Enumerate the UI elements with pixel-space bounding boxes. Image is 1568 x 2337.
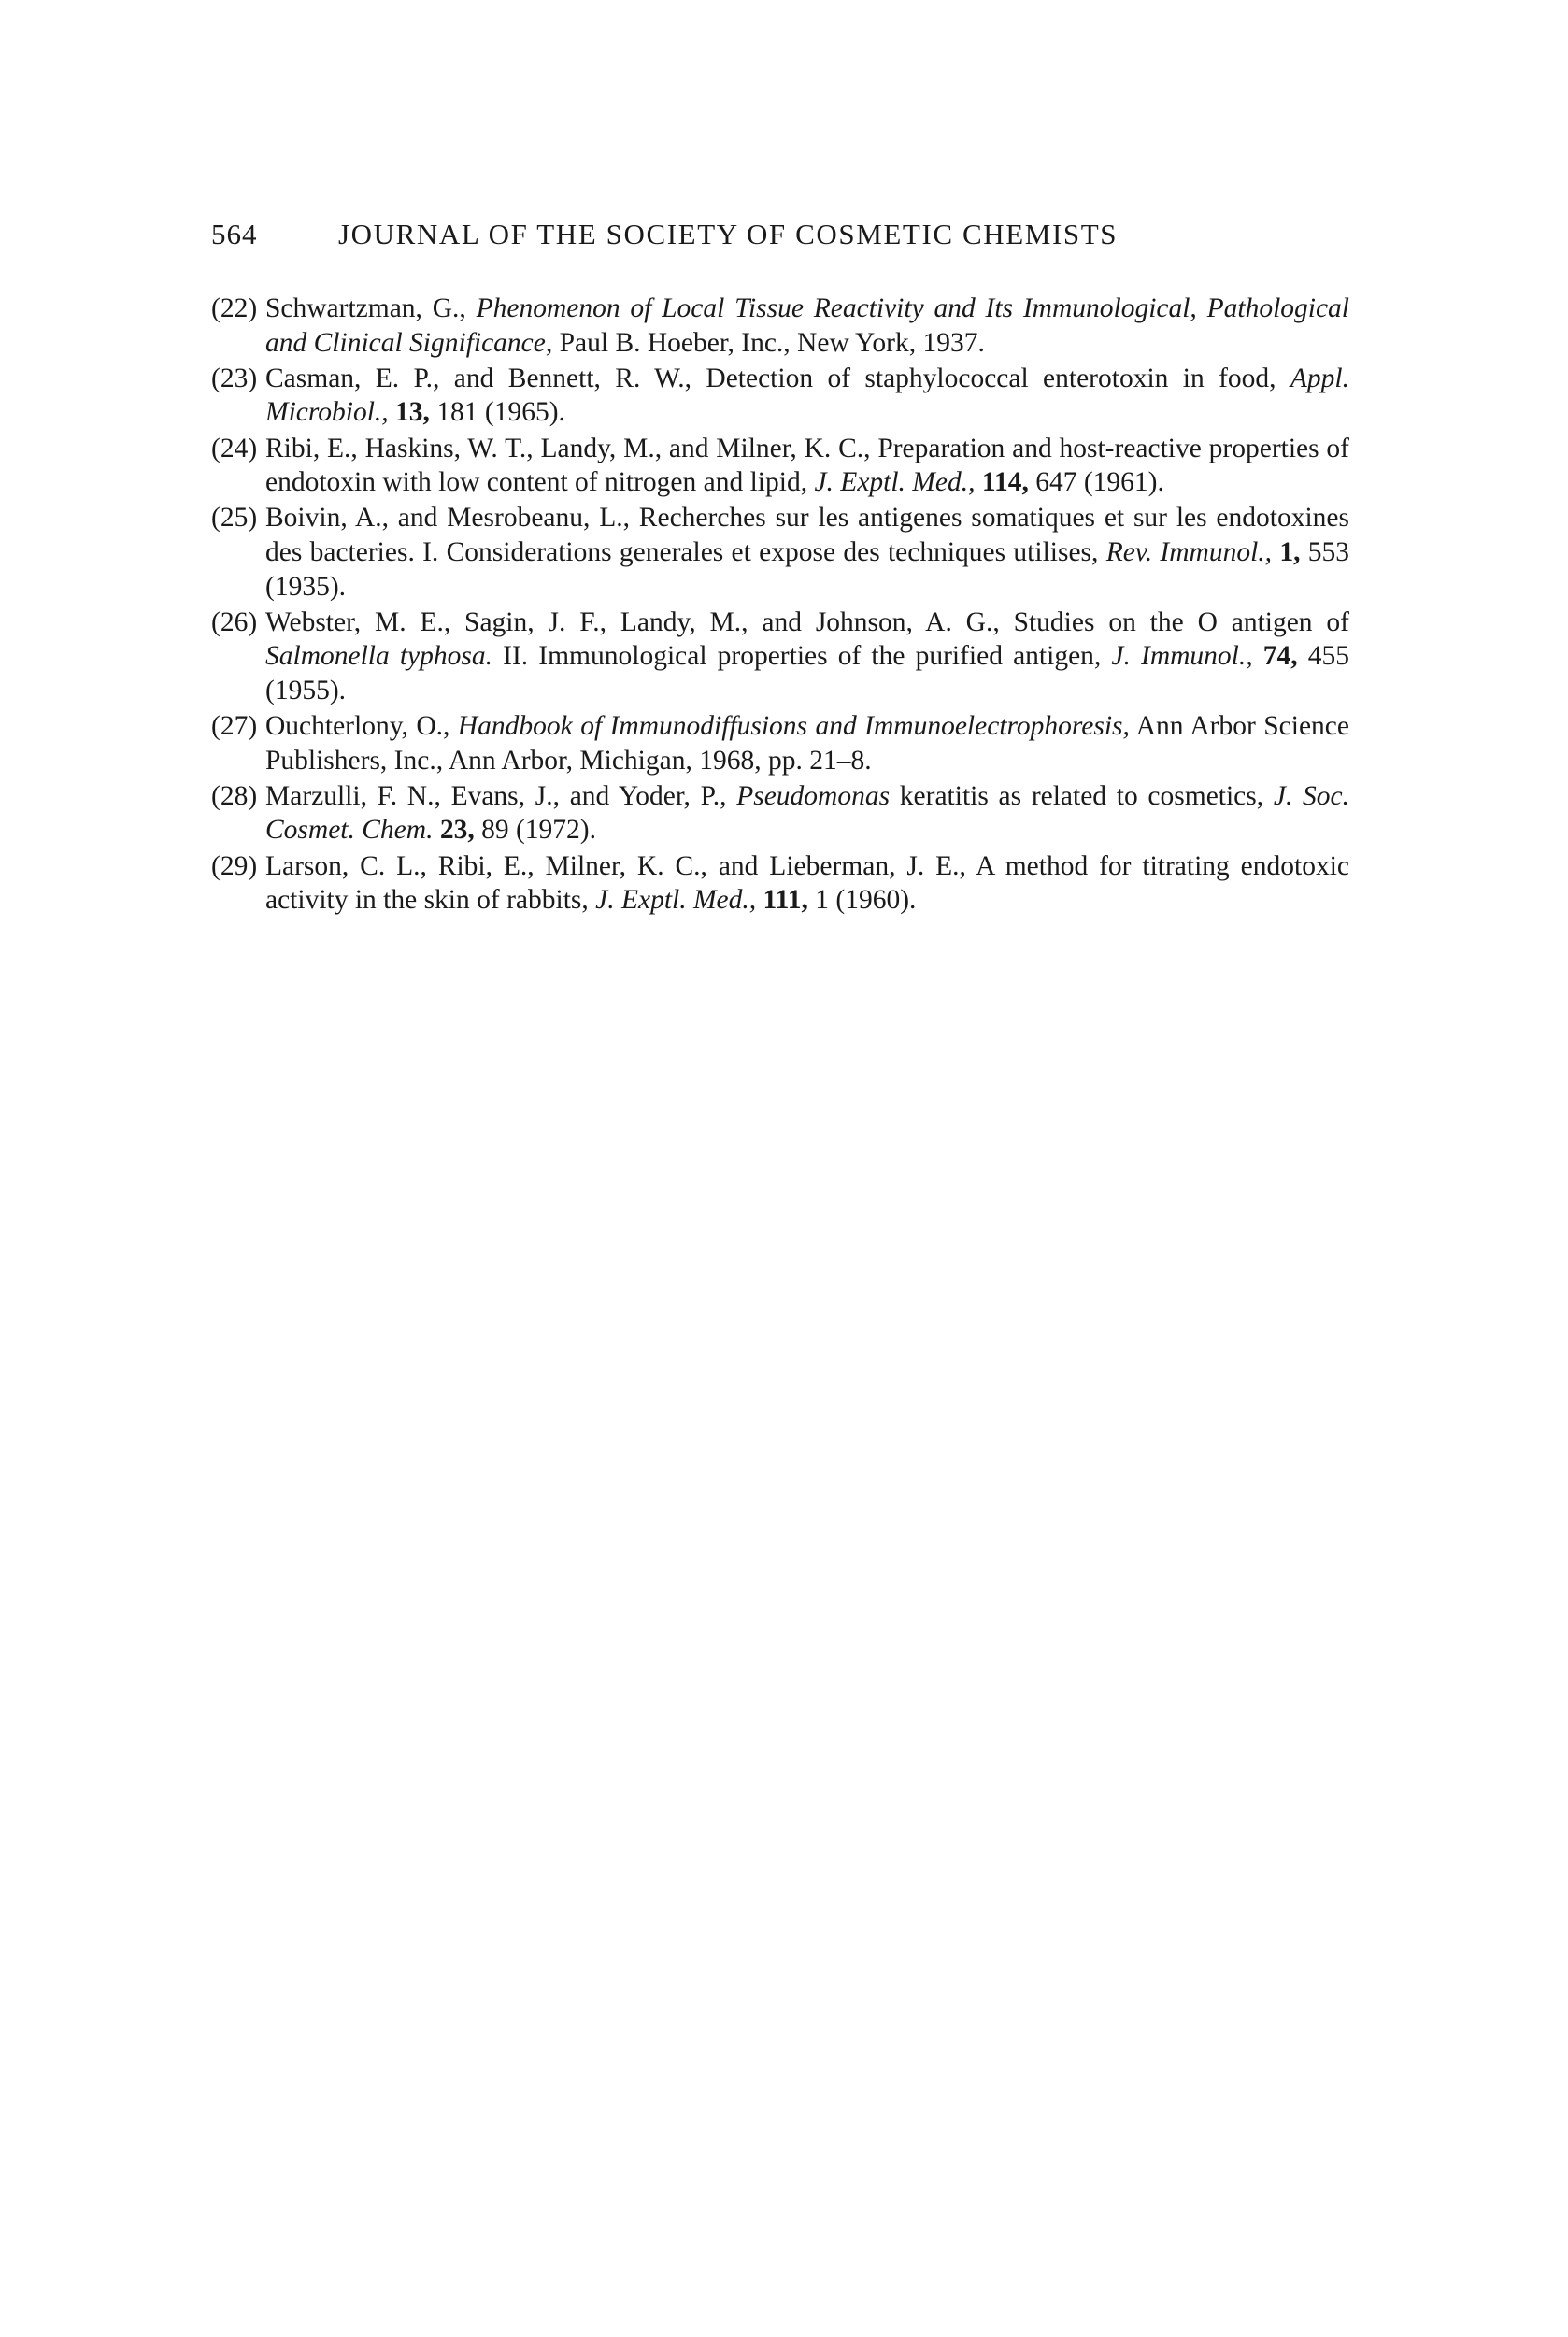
reference-italic-segment: Appl. Microbiol., (265, 363, 1349, 428)
reference-entry (211, 849, 1349, 918)
reference-segment: Boivin, A., and Mesrobeanu, L., Recherches sur les antigenes somatiques et sur les endotoxines des bacteries. I. Considerations generales et expose des techniques utilises, (265, 503, 1349, 567)
reference-text (265, 851, 1349, 916)
reference-segment: 1 (1960). (807, 885, 917, 916)
reference-segment: Webster, M. E., Sagin, J. F., Landy, M., and Johnson, A. G., Studies on the O antigen of (265, 606, 1349, 637)
reference-segment: Ribi, E., Haskins, W. T., Landy, M., and Milner, K. C., Preparation and host-reactive properties of endotoxin with low content of nitrogen and lipid, (265, 433, 1349, 498)
reference-entry (211, 709, 1349, 777)
reference-number: (24) (211, 433, 258, 463)
running-header (211, 218, 1361, 255)
reference-number: (26) (211, 606, 258, 637)
reference-volume: 23, (433, 815, 475, 846)
reference-italic-segment: Salmonella typhosa. (265, 641, 493, 672)
reference-text (265, 607, 1349, 705)
reference-number: (22) (211, 293, 258, 323)
reference-number: (23) (211, 363, 258, 393)
reference-segment: Larson, C. L., Ribi, E., Milner, K. C., and Lieberman, J. E., A method for titrating endotoxic activity in the skin of rabbits, (265, 850, 1349, 916)
journal-title: JOURNAL OF THE SOCIETY OF COSMETIC CHEMISTS (338, 218, 1119, 250)
reference-number: (27) (211, 711, 258, 742)
reference-number: (28) (211, 780, 258, 811)
reference-segment: 89 (1972). (474, 815, 596, 846)
reference-volume: 13, (388, 397, 430, 428)
reference-text (265, 711, 1349, 776)
reference-text (265, 293, 1349, 358)
reference-volume: 114, (975, 467, 1029, 498)
reference-list (211, 292, 1349, 919)
reference-text (265, 363, 1349, 428)
reference-segment: Casman, E. P., and Bennett, R. W., Detection of staphylococcal enterotoxin in food, (265, 363, 1290, 393)
reference-text (265, 503, 1349, 601)
reference-segment: 647 (1961). (1028, 467, 1164, 498)
reference-text (265, 434, 1349, 498)
page-number: 564 (211, 218, 258, 250)
reference-segment: Schwartzman, G., (265, 293, 477, 323)
reference-segment: 455 (1955). (265, 641, 1349, 705)
reference-segment: 181 (1965). (429, 397, 565, 428)
reference-segment: II. Immunological properties of the purified antigen, (492, 641, 1112, 672)
reference-italic-segment: Rev. Immunol., (1105, 536, 1273, 567)
reference-segment: keratitis as related to cosmetics, (890, 780, 1274, 811)
reference-volume: 74, (1252, 641, 1298, 672)
reference-italic-segment: J. Immunol., (1111, 641, 1253, 672)
reference-segment: Marzulli, F. N., Evans, J., and Yoder, P., (265, 780, 737, 811)
reference-number: (29) (211, 850, 258, 881)
reference-volume: 1, (1272, 536, 1301, 567)
reference-segment: 553 (1935). (265, 536, 1349, 602)
reference-entry (211, 362, 1349, 430)
reference-segment: Paul B. Hoeber, Inc., New York, 1937. (552, 327, 985, 358)
reference-number: (25) (211, 503, 258, 534)
reference-volume: 111, (756, 885, 808, 916)
reference-entry (211, 779, 1349, 848)
reference-entry (211, 432, 1349, 500)
reference-entry (211, 292, 1349, 360)
reference-italic-segment: Pseudomonas (736, 780, 891, 811)
reference-italic-segment: Handbook of Immunodiffusions and Immunoelectrophoresis, (457, 711, 1130, 742)
reference-entry (211, 501, 1349, 604)
reference-entry (211, 606, 1349, 708)
reference-italic-segment: J. Soc. Cosmet. Chem. (265, 780, 1350, 846)
reference-italic-segment: Phenomenon of Local Tissue Reactivity and Its Immunological, Pathological and Clinical Significance, (265, 293, 1350, 358)
reference-segment: Ann Arbor Science Publishers, Inc., Ann Arbor, Michigan, 1968, pp. 21–8. (265, 711, 1349, 776)
reference-italic-segment: J. Exptl. Med., (814, 467, 976, 498)
reference-text (265, 781, 1349, 846)
reference-italic-segment: J. Exptl. Med., (595, 885, 757, 916)
reference-segment: Ouchterlony, O., (265, 711, 458, 742)
